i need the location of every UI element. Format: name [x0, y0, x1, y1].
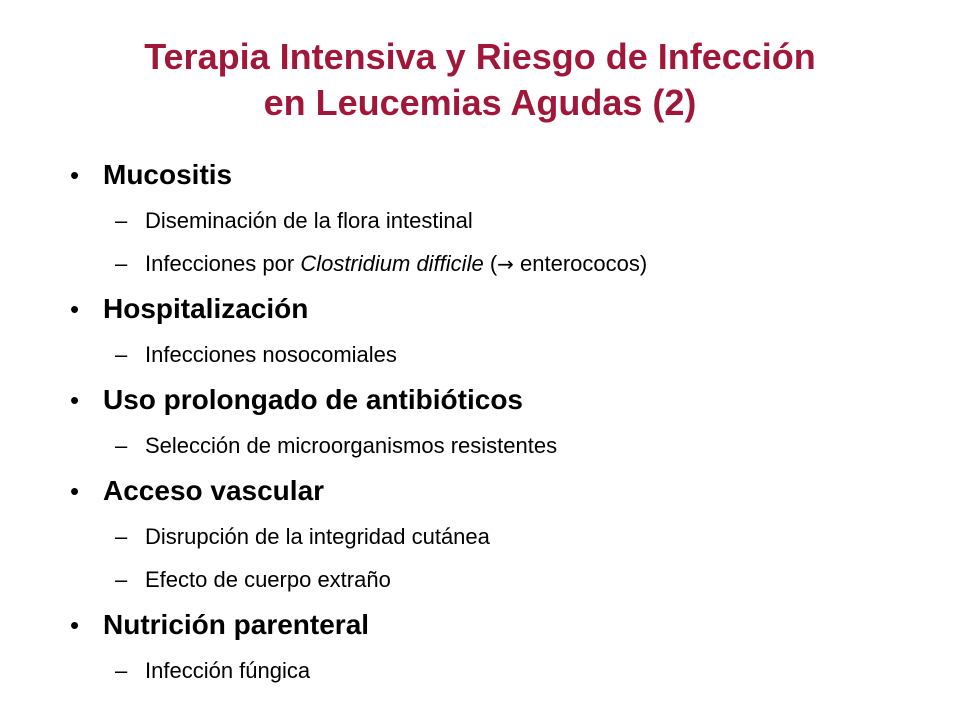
bullet-dot: •	[70, 294, 80, 324]
sub-dash: –	[115, 251, 128, 276]
bullet-dot: •	[70, 610, 80, 640]
sub-item-text: Diseminación de la flora intestinal	[145, 208, 473, 233]
sub-item-text: Infección fúngica	[145, 658, 311, 683]
sub-text-suffix: enterococos)	[513, 251, 648, 276]
sub-item-text: Infecciones nosocomiales	[145, 342, 397, 367]
sub-dash: –	[115, 433, 128, 458]
sub-item-text: Selección de microorganismos resistentes	[145, 433, 558, 458]
sub-dash: –	[115, 658, 128, 683]
sub-item	[70, 649, 940, 692]
sub-item-text: Efecto de cuerpo extraño	[145, 567, 391, 592]
bullet-item-nutricion-parenteral	[70, 601, 940, 692]
paren-open: (	[483, 251, 498, 276]
sub-dash: –	[115, 567, 128, 592]
bullet-row	[70, 376, 940, 424]
bullet-item-antibioticos	[70, 376, 940, 467]
bullet-label: Hospitalización	[103, 293, 309, 324]
bullet-label: Mucositis	[103, 159, 233, 190]
species-name: Clostridium difficile	[300, 251, 484, 276]
bullet-label: Uso prolongado de antibióticos	[103, 384, 523, 415]
sub-dash: –	[115, 208, 128, 233]
sub-item	[70, 515, 940, 558]
bullet-label: Acceso vascular	[103, 475, 325, 506]
bullet-dot: •	[70, 476, 80, 506]
slide-title-line-2: en Leucemias Agudas (2)	[263, 82, 697, 123]
bullet-row	[70, 467, 940, 515]
bullet-row	[70, 151, 940, 199]
bullet-row	[70, 285, 940, 333]
sub-item-text	[145, 242, 647, 286]
sub-item	[70, 424, 940, 467]
sub-text-prefix: Infecciones por	[145, 251, 301, 276]
bullet-item-mucositis	[70, 151, 940, 285]
bullet-list	[70, 151, 940, 692]
sub-dash: –	[115, 342, 128, 367]
sub-dash: –	[115, 524, 128, 549]
slide-title-line-1: Terapia Intensiva y Riesgo de Infección	[144, 36, 816, 77]
sub-item	[70, 199, 940, 242]
bullet-dot: •	[70, 385, 80, 415]
bullet-label: Nutrición parenteral	[103, 609, 370, 640]
sub-item	[70, 558, 940, 601]
sub-item	[70, 333, 940, 376]
sub-item-text: Disrupción de la integridad cutánea	[145, 524, 490, 549]
sub-item-clostridium	[70, 242, 940, 285]
bullet-row	[70, 601, 940, 649]
bullet-item-hospitalizacion	[70, 285, 940, 376]
bullet-item-acceso-vascular	[70, 467, 940, 601]
right-arrow-icon: →	[497, 252, 514, 276]
bullet-dot: •	[70, 160, 80, 190]
slide-title	[0, 34, 960, 126]
